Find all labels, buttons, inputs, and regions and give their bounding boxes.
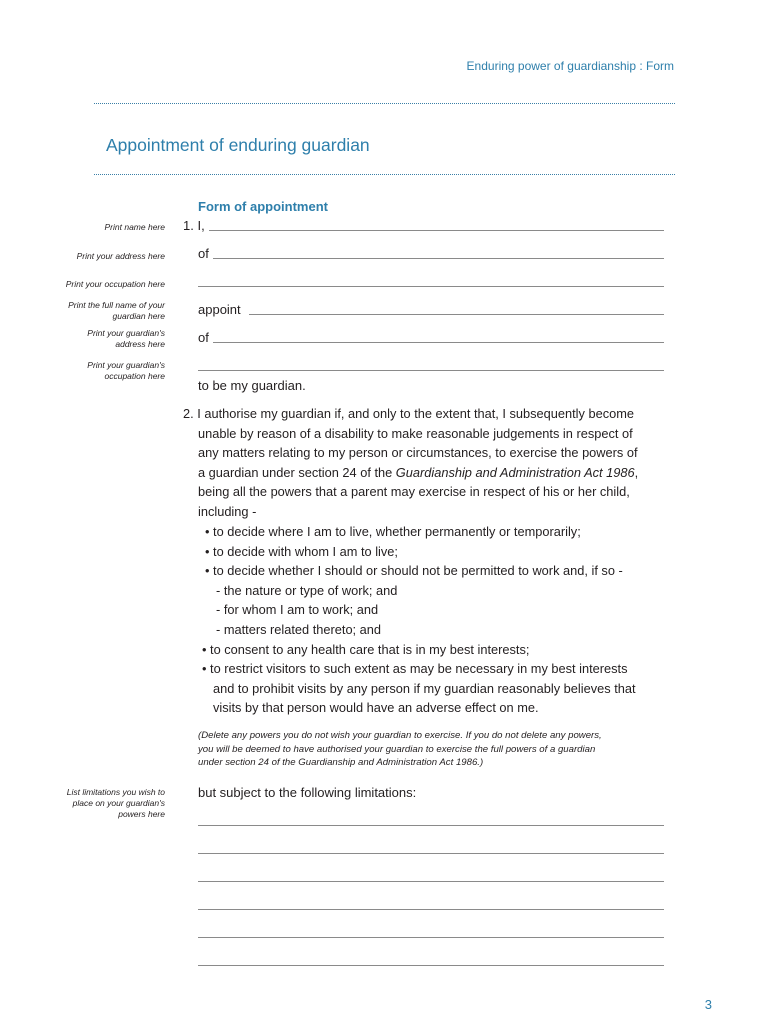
appoint-label: appoint (198, 302, 241, 317)
list-item-continuation: visits by that person would have an adverse effect on me. (213, 700, 539, 716)
list-item: • to consent to any health care that is in my best interests; (202, 641, 530, 657)
clause-text: , (634, 464, 639, 480)
limitation-line-2[interactable] (198, 853, 664, 854)
address-field[interactable] (213, 258, 664, 259)
margin-note-line: occupation here (104, 371, 165, 381)
margin-note-line: place on your guardian's (72, 798, 165, 808)
guardian-address-field[interactable] (213, 342, 664, 343)
address-label: of (198, 246, 209, 261)
form-heading: Form of appointment (198, 199, 328, 214)
sub-list-item: - for whom I am to work; and (216, 602, 379, 618)
limitation-line-4[interactable] (198, 909, 664, 910)
limitation-line-5[interactable] (198, 937, 664, 938)
margin-note-address: Print your address here (76, 251, 165, 261)
clause-line: being all the powers that a parent may exercise in respect of his or her child, (198, 484, 630, 500)
delete-powers-note (198, 729, 668, 770)
clause-text: a guardian under section 24 of the (198, 464, 396, 480)
powers-list (202, 522, 636, 718)
margin-note-limitations (35, 787, 165, 820)
margin-note-line: guardian here (112, 311, 165, 321)
list-item: • to restrict visitors to such extent as may be necessary in my best interests (202, 661, 628, 677)
top-divider (94, 103, 675, 104)
margin-note-line: Print your guardian's (87, 328, 165, 338)
name-field[interactable] (209, 230, 664, 231)
margin-note-guardian-occupation (35, 360, 165, 382)
margin-note-line: powers here (118, 809, 165, 819)
page-title: Appointment of enduring guardian (106, 135, 370, 155)
limitation-line-6[interactable] (198, 965, 664, 966)
page-number: 3 (704, 997, 712, 1012)
limitation-line-1[interactable] (198, 825, 664, 826)
title-divider (94, 174, 675, 175)
clause-line: including - (198, 503, 257, 519)
limitation-line-3[interactable] (198, 881, 664, 882)
note-line: under section 24 of the Guardianship and Administration Act 1986.) (198, 757, 484, 768)
list-item: • to decide whether I should or should not be permitted to work and, if so - (205, 563, 623, 579)
sub-list-item: - the nature or type of work; and (216, 582, 398, 598)
guardian-occupation-field[interactable] (198, 370, 664, 371)
list-item: • to decide where I am to live, whether permanently or temporarily; (205, 524, 581, 539)
clause-2 (183, 404, 653, 522)
occupation-field[interactable] (198, 286, 664, 287)
clause-line: any matters relating to my person or circumstances, to exercise the powers of (198, 445, 638, 461)
guardian-name-field[interactable] (249, 314, 664, 315)
sub-list-item: - matters related thereto; and (216, 621, 382, 637)
clause-line: 2. I authorise my guardian if, and only to the extent that, I subsequently become (183, 406, 635, 421)
item1-label: 1. I, (183, 218, 205, 233)
margin-note-occupation: Print your occupation here (65, 279, 165, 289)
margin-note-line: Print your guardian's (87, 360, 165, 370)
guardian-address-label: of (198, 330, 209, 345)
limitations-label: but subject to the following limitations: (198, 785, 417, 800)
note-line: (Delete any powers you do not wish your guardian to exercise. If you do not delete any powers, (198, 730, 602, 741)
list-item-continuation: and to prohibit visits by any person if my guardian reasonably believes that (213, 680, 636, 696)
list-item: • to decide with whom I am to live; (205, 543, 398, 559)
margin-note-line: address here (115, 339, 165, 349)
note-line: you will be deemed to have authorised your guardian to exercise the full powers of a guardian (198, 743, 596, 755)
to-be-guardian-text: to be my guardian. (198, 378, 306, 393)
act-title: Guardianship and Administration Act 1986 (395, 464, 635, 480)
clause-line: unable by reason of a disability to make reasonable judgements in respect of (198, 425, 633, 441)
margin-note-guardian-address (35, 328, 165, 350)
clause-line (183, 463, 653, 483)
margin-note-line: List limitations you wish to (66, 787, 165, 797)
margin-note-name: Print name here (104, 222, 165, 232)
margin-note-guardian-name (35, 300, 165, 322)
running-header: Enduring power of guardianship : Form (466, 59, 674, 73)
margin-note-line: Print the full name of your (68, 300, 165, 310)
